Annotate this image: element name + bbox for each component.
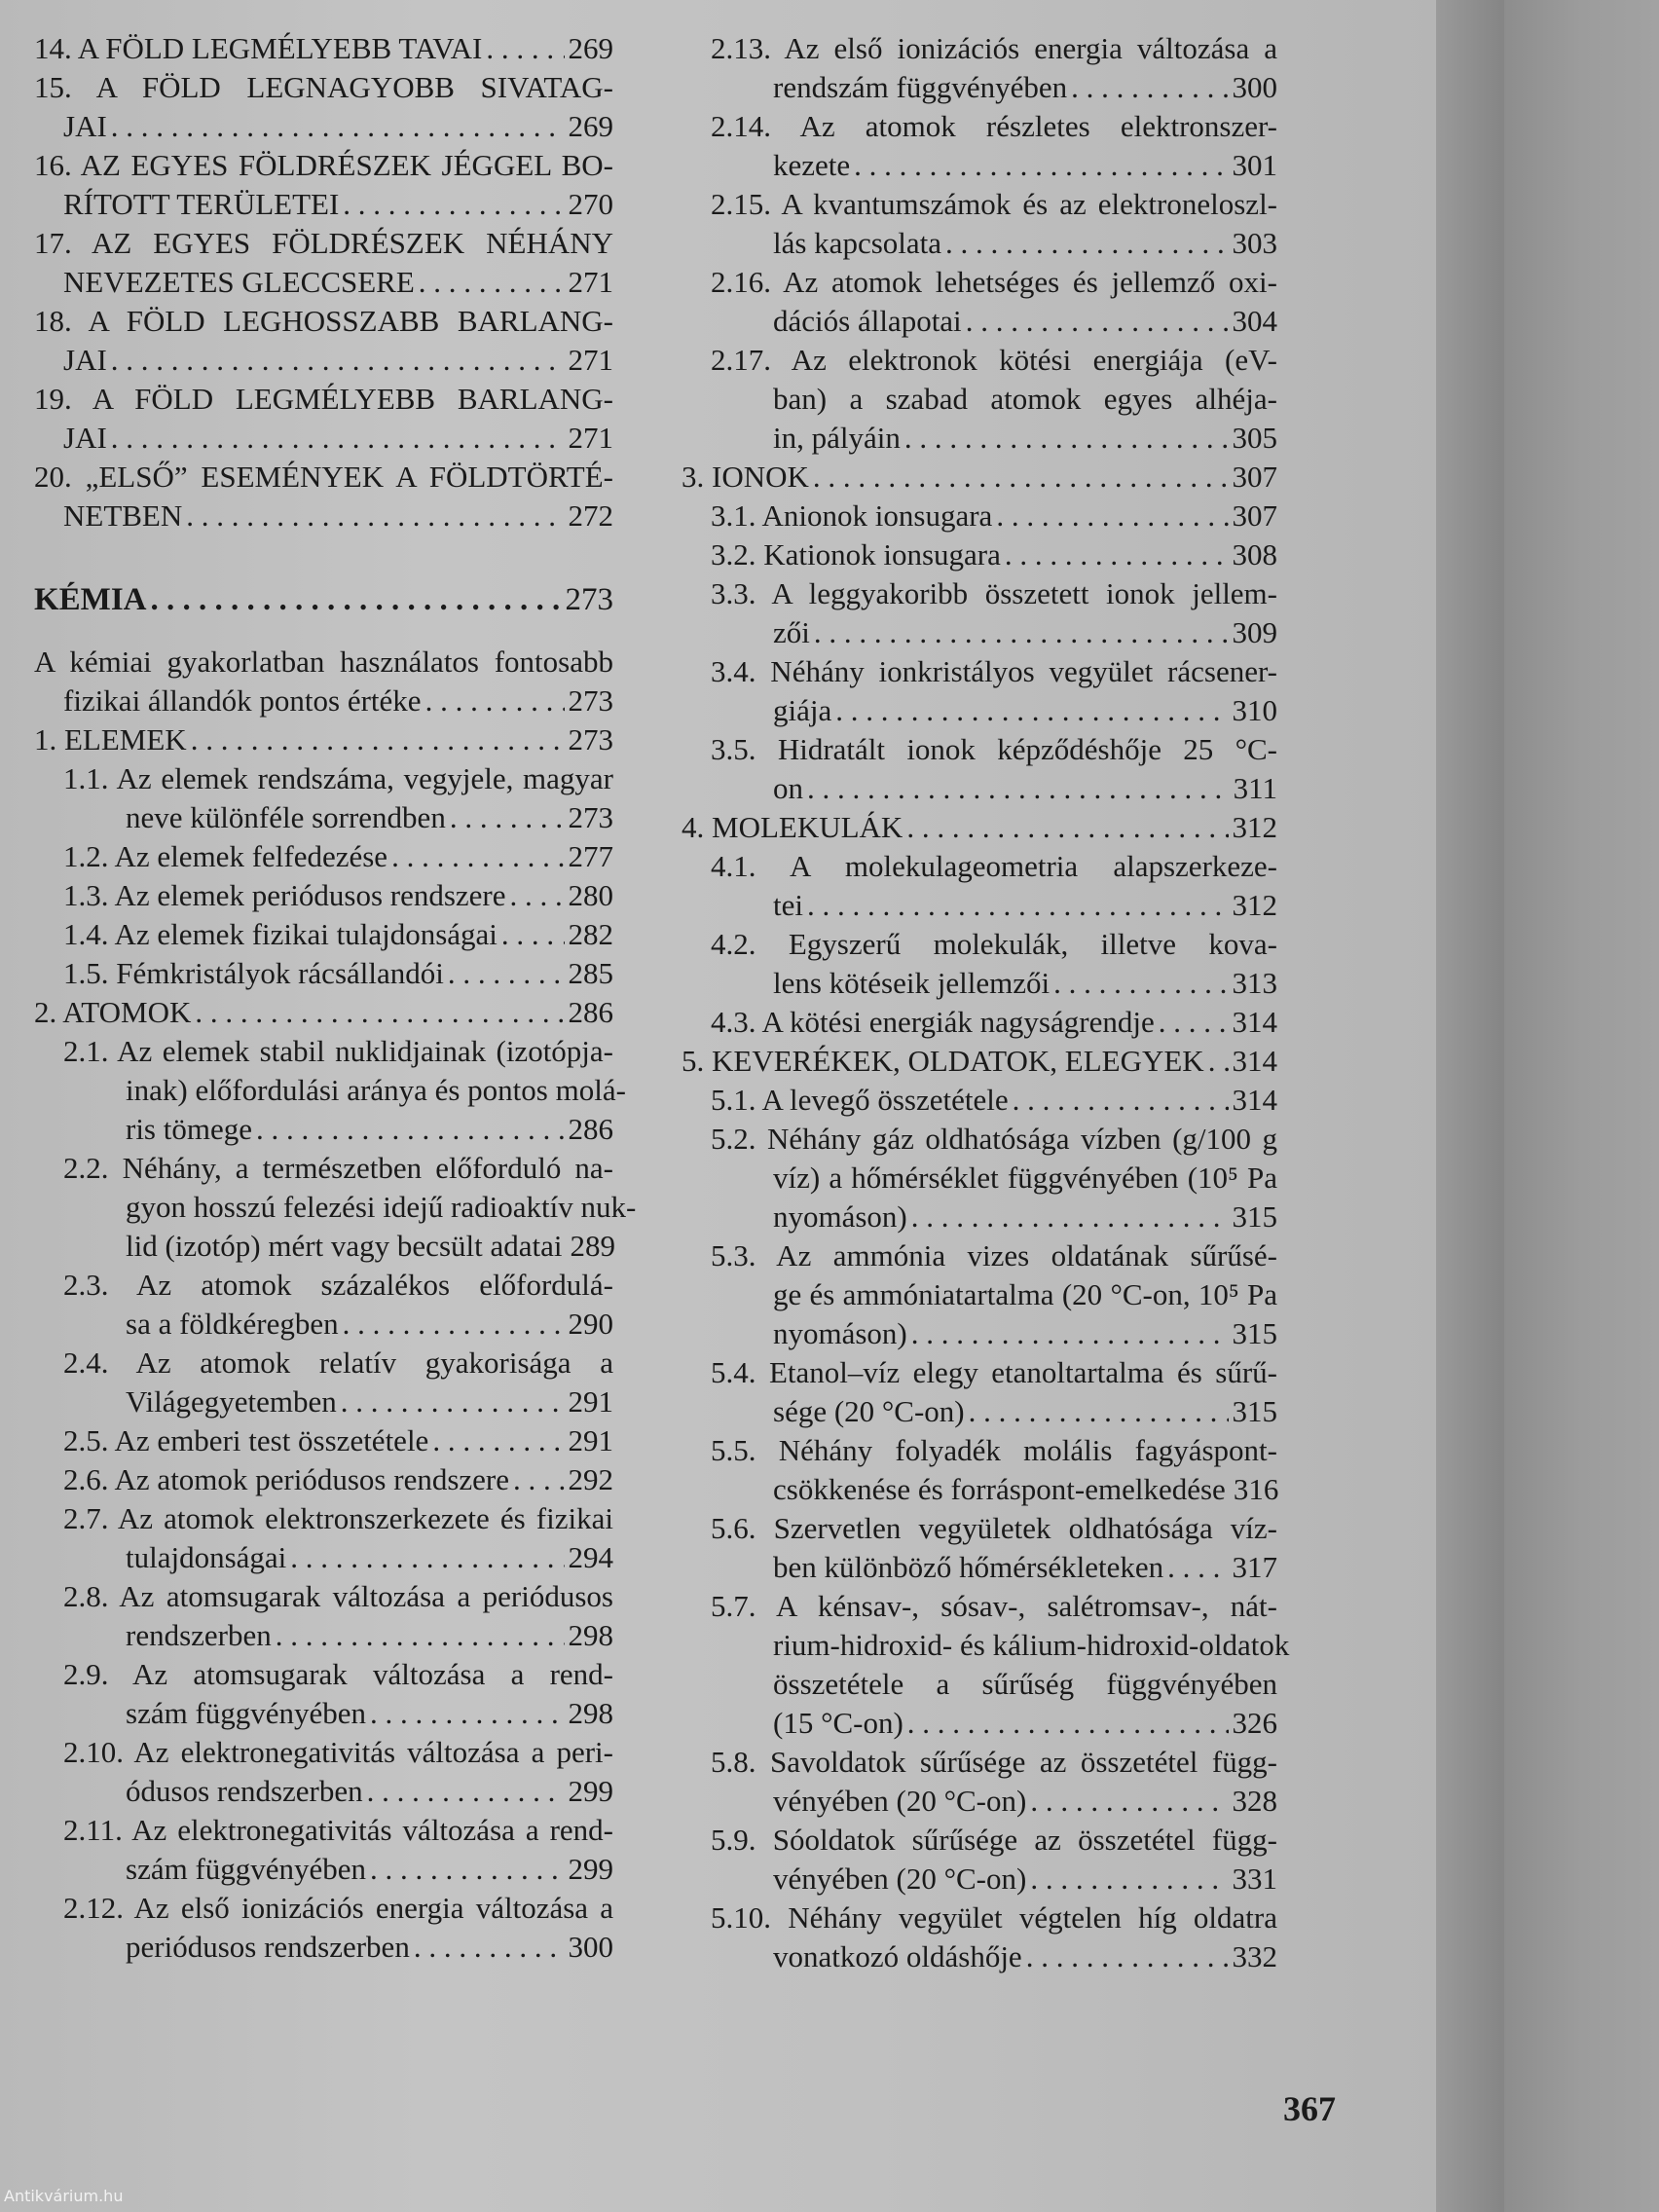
entry-text: szám függvényében — [126, 1852, 367, 1886]
entry-text: 4.1. A molekulageometria alapszerkeze- — [711, 849, 1277, 883]
entry-text: 3.4. Néhány ionkristályos vegyület rácsener- — [711, 654, 1277, 688]
entry-page: 304 — [1232, 304, 1277, 338]
toc-entry — [682, 652, 1277, 730]
entry-page: 312 — [1232, 888, 1277, 922]
entry-text: 2.1. Az elemek stabil nuklidjainak (izotópja- — [63, 1034, 613, 1068]
entry-page: 273 — [568, 683, 613, 718]
toc-entry — [34, 954, 613, 993]
entry-page: 291 — [568, 1384, 613, 1419]
entry-page: 271 — [568, 343, 613, 377]
chemistry-list-left — [34, 643, 637, 1967]
toc-entry — [682, 497, 1277, 535]
toc-entry — [34, 993, 613, 1032]
entry-text: 1.2. Az elemek felfedezése — [63, 839, 388, 873]
toc-entry — [34, 876, 613, 915]
toc-entry — [34, 837, 613, 876]
entry-page: 270 — [568, 187, 613, 221]
entry-text: nyomáson) — [773, 1316, 907, 1350]
entry-text: 16. AZ EGYES FÖLDRÉSZEK JÉGGEL BO- — [34, 148, 613, 182]
page-number: 367 — [1283, 2089, 1336, 2128]
entry-text: összetétele a sűrűség függvényében — [773, 1667, 1277, 1701]
entry-page: 326 — [1232, 1706, 1277, 1740]
entry-page: 269 — [568, 109, 613, 143]
entry-text: 2.10. Az elektronegativitás változása a peri- — [63, 1735, 613, 1769]
entry-page: 292 — [568, 1462, 613, 1496]
toc-entry — [682, 847, 1277, 925]
toc-entry — [682, 458, 1277, 497]
entry-page: 282 — [568, 917, 613, 951]
entry-text: 5.9. Sóoldatok sűrűsége az összetétel függ- — [711, 1823, 1277, 1857]
toc-entry — [34, 458, 613, 535]
entry-page: 313 — [1232, 966, 1277, 1000]
entry-page: 315 — [1232, 1394, 1277, 1428]
entry-text: víz) a hőmérséklet függvényében (10⁵ Pa — [773, 1161, 1277, 1195]
entry-page: 299 — [568, 1774, 613, 1808]
entry-page: 298 — [568, 1696, 613, 1730]
entry-text: NETBEN — [63, 498, 183, 533]
entry-text: 5.4. Etanol–víz elegy etanoltartalma és sűrű- — [711, 1355, 1277, 1389]
toc-entry — [682, 1899, 1277, 1976]
toc-entry — [34, 1149, 637, 1266]
toc-entry — [34, 720, 613, 759]
entry-page: 272 — [568, 498, 613, 533]
entry-page: 314 — [1232, 1083, 1277, 1117]
entry-text: szám függvényében — [126, 1696, 367, 1730]
toc-entry — [682, 1236, 1277, 1353]
entry-text: 2.15. A kvantumszámok és az elektroneloszl- — [711, 187, 1277, 221]
entry-page: 273 — [568, 800, 613, 834]
toc-entry — [682, 1431, 1277, 1509]
entry-text: 20. „ELSŐ” ESEMÉNYEK A FÖLDTÖRTÉ- — [34, 460, 613, 494]
entry-text: rendszám függvényében — [773, 70, 1068, 104]
entry-text: 2.17. Az elektronok kötési energiája (eV- — [711, 343, 1277, 377]
toc-entry — [34, 915, 613, 954]
entry-page: 289 — [570, 1229, 615, 1263]
entry-text: 3.5. Hidratált ionok képződéshője 25 °C- — [711, 732, 1277, 766]
toc-entry — [34, 1266, 613, 1344]
chemistry-list-right — [682, 29, 1290, 1976]
entry-text: 3.3. A leggyakoribb összetett ionok jellem- — [711, 576, 1277, 610]
toc-entry — [34, 1811, 613, 1889]
entry-text: A kémiai gyakorlatban használatos fontosabb — [34, 645, 613, 679]
toc-entry — [34, 302, 613, 380]
entry-page: 286 — [568, 995, 613, 1029]
entry-text: ris tömege — [126, 1112, 252, 1146]
toc-entry — [34, 1344, 613, 1421]
entry-text: dációs állapotai — [773, 304, 962, 338]
entry-text: 3.1. Anionok ionsugara — [711, 498, 993, 533]
entry-text: vényében (20 °C-on) — [773, 1862, 1027, 1896]
toc-entry — [682, 1509, 1277, 1587]
toc-entry — [682, 1003, 1277, 1042]
entry-text: 2.2. Néhány, a természetben előforduló na- — [63, 1151, 613, 1185]
toc-left-column — [34, 29, 637, 1967]
entry-page: 314 — [1232, 1005, 1277, 1039]
entry-text: 2.13. Az első ionizációs energia változása a — [711, 31, 1277, 65]
toc-entry — [682, 1042, 1277, 1081]
entry-text: 1.3. Az elemek periódusos rendszere — [63, 878, 506, 912]
entry-text: sa a földkéregben — [126, 1307, 339, 1341]
entry-page: 312 — [1232, 810, 1277, 844]
toc-right-column — [682, 29, 1290, 1976]
toc-entry — [682, 1743, 1277, 1821]
toc-entry — [34, 224, 613, 302]
entry-text: JAI — [63, 343, 107, 377]
entry-page: 310 — [1232, 693, 1277, 727]
entry-page: 316 — [1233, 1472, 1279, 1506]
toc-entry — [682, 730, 1277, 808]
entry-text: periódusos rendszerben — [126, 1930, 410, 1964]
watermark: Antikvárium.hu — [4, 2187, 124, 2205]
toc-entry — [682, 1081, 1277, 1120]
toc-entry — [682, 29, 1277, 107]
toc-entry — [34, 643, 613, 720]
entry-text: 5.1. A levegő összetétele — [711, 1083, 1009, 1117]
entry-page: 311 — [1233, 771, 1277, 805]
toc-entry — [682, 808, 1277, 847]
toc-entry — [34, 1460, 613, 1499]
entry-text: lás kapcsolata — [773, 226, 942, 260]
entry-text: 17. AZ EGYES FÖLDRÉSZEK NÉHÁNY — [34, 226, 613, 260]
entry-page: 317 — [1232, 1550, 1277, 1584]
toc-entry — [34, 1421, 613, 1460]
entry-page: 290 — [568, 1307, 613, 1341]
toc-entry — [682, 535, 1277, 574]
toc-entry — [34, 1889, 613, 1967]
entry-text: sége (20 °C-on) — [773, 1394, 965, 1428]
entry-text: ban) a szabad atomok egyes alhéja- — [773, 382, 1277, 416]
entry-text: 19. A FÖLD LEGMÉLYEBB BARLANG- — [34, 382, 613, 416]
entry-text: ódusos rendszerben — [126, 1774, 363, 1808]
entry-text: lens kötéseik jellemzői — [773, 966, 1051, 1000]
entry-text: giája — [773, 693, 832, 727]
entry-page: 299 — [568, 1852, 613, 1886]
page-edge — [1436, 0, 1504, 2212]
entry-text: 4.3. A kötési energiák nagyságrendje — [711, 1005, 1155, 1039]
entry-text: 5. KEVERÉKEK, OLDATOK, ELEGYEK — [682, 1044, 1204, 1078]
entry-text: 5.3. Az ammónia vizes oldatának sűrűsé- — [711, 1238, 1277, 1272]
toc-entry — [682, 263, 1277, 341]
entry-text: 2.14. Az atomok részletes elektronszer- — [711, 109, 1277, 143]
toc-entry — [34, 146, 613, 224]
toc-entry — [34, 68, 613, 146]
entry-text: 3. IONOK — [682, 460, 809, 494]
toc-entry — [34, 29, 613, 68]
toc-entry — [34, 1499, 613, 1577]
entry-text: 5.10. Néhány vegyület végtelen híg oldatra — [711, 1900, 1277, 1935]
toc-entry — [682, 107, 1277, 185]
entry-text: 2.4. Az atomok relatív gyakorisága a — [63, 1346, 613, 1380]
entry-text: 5.6. Szervetlen vegyületek oldhatósága víz- — [711, 1511, 1277, 1545]
entry-text: JAI — [63, 421, 107, 455]
kemia-heading — [34, 580, 613, 619]
kemia-label: KÉMIA — [34, 582, 147, 617]
entry-text: zői — [773, 615, 810, 649]
toc-entry — [682, 1120, 1277, 1236]
entry-text: rendszerben — [126, 1618, 272, 1652]
entry-text: gyon hosszú felezési idejű radioaktív nuk- — [126, 1190, 637, 1224]
entry-page: 286 — [568, 1112, 613, 1146]
entry-text: (15 °C-on) — [773, 1706, 903, 1740]
entry-text: 4. MOLEKULÁK — [682, 810, 903, 844]
entry-text: ge és ammóniatartalma (20 °C-on, 10⁵ Pa — [773, 1277, 1277, 1311]
entry-text: 3.2. Kationok ionsugara — [711, 537, 1001, 571]
entry-text: 2.8. Az atomsugarak változása a periódusos — [63, 1579, 613, 1613]
entry-page: 277 — [568, 839, 613, 873]
entry-text: on — [773, 771, 803, 805]
entry-text: 5.2. Néhány gáz oldhatósága vízben (g/100 g — [711, 1122, 1277, 1156]
entry-text: tulajdonságai — [126, 1540, 287, 1574]
entry-text: 14. A FÖLD LEGMÉLYEBB TAVAI — [34, 31, 483, 65]
entry-page: 273 — [568, 722, 613, 756]
entry-text: 2.6. Az atomok periódusos rendszere — [63, 1462, 509, 1496]
entry-page: 315 — [1232, 1316, 1277, 1350]
toc-entry — [682, 1353, 1277, 1431]
entry-text: fizikai állandók pontos értéke — [63, 683, 422, 718]
entry-text: kezete — [773, 148, 851, 182]
entry-page: 271 — [568, 421, 613, 455]
entry-text: 4.2. Egyszerű molekulák, illetve kova- — [711, 927, 1277, 961]
toc-entry — [682, 1821, 1277, 1899]
entry-text: csökkenése és forráspont-emelkedése — [773, 1472, 1226, 1506]
entry-text: lid (izotóp) mért vagy becsült adatai — [126, 1229, 563, 1263]
entry-text: inak) előfordulási aránya és pontos molá- — [126, 1073, 626, 1107]
entry-page: 328 — [1232, 1784, 1277, 1818]
entry-text: nyomáson) — [773, 1199, 907, 1234]
entry-page: 309 — [1232, 615, 1277, 649]
toc-entry — [34, 380, 613, 458]
entry-page: 294 — [568, 1540, 613, 1574]
toc-entry — [682, 1587, 1290, 1743]
entry-page: 315 — [1232, 1199, 1277, 1234]
entry-text: 2.3. Az atomok százalékos előfordulá- — [63, 1268, 613, 1302]
entry-text: ben különböző hőmérsékleteken — [773, 1550, 1164, 1584]
entry-text: 2.5. Az emberi test összetétele — [63, 1423, 429, 1457]
entry-text: 1. ELEMEK — [34, 722, 187, 756]
entry-text: vényében (20 °C-on) — [773, 1784, 1027, 1818]
entry-page: 314 — [1232, 1044, 1277, 1078]
entry-text: vonatkozó oldáshője — [773, 1939, 1022, 1973]
entry-text: 2.9. Az atomsugarak változása a rend- — [63, 1657, 613, 1691]
geography-list — [34, 29, 613, 535]
entry-page: 271 — [568, 265, 613, 299]
entry-text: RÍTOTT TERÜLETEI — [63, 187, 340, 221]
entry-text: 2. ATOMOK — [34, 995, 192, 1029]
toc-entry — [34, 1733, 613, 1811]
entry-text: JAI — [63, 109, 107, 143]
toc-entry — [34, 759, 613, 837]
entry-text: 2.12. Az első ionizációs energia változása a — [63, 1891, 613, 1925]
entry-text: neve különféle sorrendben — [126, 800, 446, 834]
entry-text: rium-hidroxid- és kálium-hidroxid-oldatok — [773, 1628, 1290, 1662]
toc-entry — [682, 925, 1277, 1003]
toc-entry — [682, 185, 1277, 263]
entry-page: 291 — [568, 1423, 613, 1457]
entry-text: in, pályáin — [773, 421, 901, 455]
entry-page: 269 — [568, 31, 613, 65]
entry-text: Világegyetemben — [126, 1384, 337, 1419]
entry-text: 1.5. Fémkristályok rácsállandói — [63, 956, 444, 990]
entry-text: 2.7. Az atomok elektronszerkezete és fizikai — [63, 1501, 613, 1535]
toc-entry — [682, 341, 1277, 458]
kemia-page: 273 — [565, 582, 613, 617]
toc-entry — [682, 574, 1277, 652]
entry-text: 5.7. A kénsav-, sósav-, salétromsav-, nát- — [711, 1589, 1277, 1623]
toc-entry — [34, 1577, 613, 1655]
entry-text: NEVEZETES GLECCSERE — [63, 265, 415, 299]
entry-page: 308 — [1232, 537, 1277, 571]
toc-entry — [34, 1032, 626, 1149]
entry-page: 332 — [1232, 1939, 1277, 1973]
entry-page: 280 — [568, 878, 613, 912]
entry-page: 298 — [568, 1618, 613, 1652]
entry-page: 300 — [1232, 70, 1277, 104]
entry-page: 303 — [1232, 226, 1277, 260]
entry-page: 285 — [568, 956, 613, 990]
background-surface — [1504, 0, 1659, 2212]
entry-page: 307 — [1232, 498, 1277, 533]
entry-page: 331 — [1232, 1862, 1277, 1896]
entry-text: 1.1. Az elemek rendszáma, vegyjele, magyar — [63, 761, 613, 795]
toc-entry — [34, 1655, 613, 1733]
entry-text: 5.8. Savoldatok sűrűsége az összetétel függ- — [711, 1745, 1277, 1779]
entry-text: 1.4. Az elemek fizikai tulajdonságai — [63, 917, 498, 951]
entry-page: 301 — [1232, 148, 1277, 182]
entry-text: 2.11. Az elektronegativitás változása a rend- — [63, 1813, 613, 1847]
entry-page: 300 — [568, 1930, 613, 1964]
entry-text: 15. A FÖLD LEGNAGYOBB SIVATAG- — [34, 70, 613, 104]
entry-text: tei — [773, 888, 803, 922]
entry-page: 307 — [1232, 460, 1277, 494]
entry-page: 305 — [1232, 421, 1277, 455]
entry-text: 2.16. Az atomok lehetséges és jellemző oxi- — [711, 265, 1277, 299]
entry-text: 5.5. Néhány folyadék molális fagyáspont- — [711, 1433, 1277, 1467]
entry-text: 18. A FÖLD LEGHOSSZABB BARLANG- — [34, 304, 613, 338]
